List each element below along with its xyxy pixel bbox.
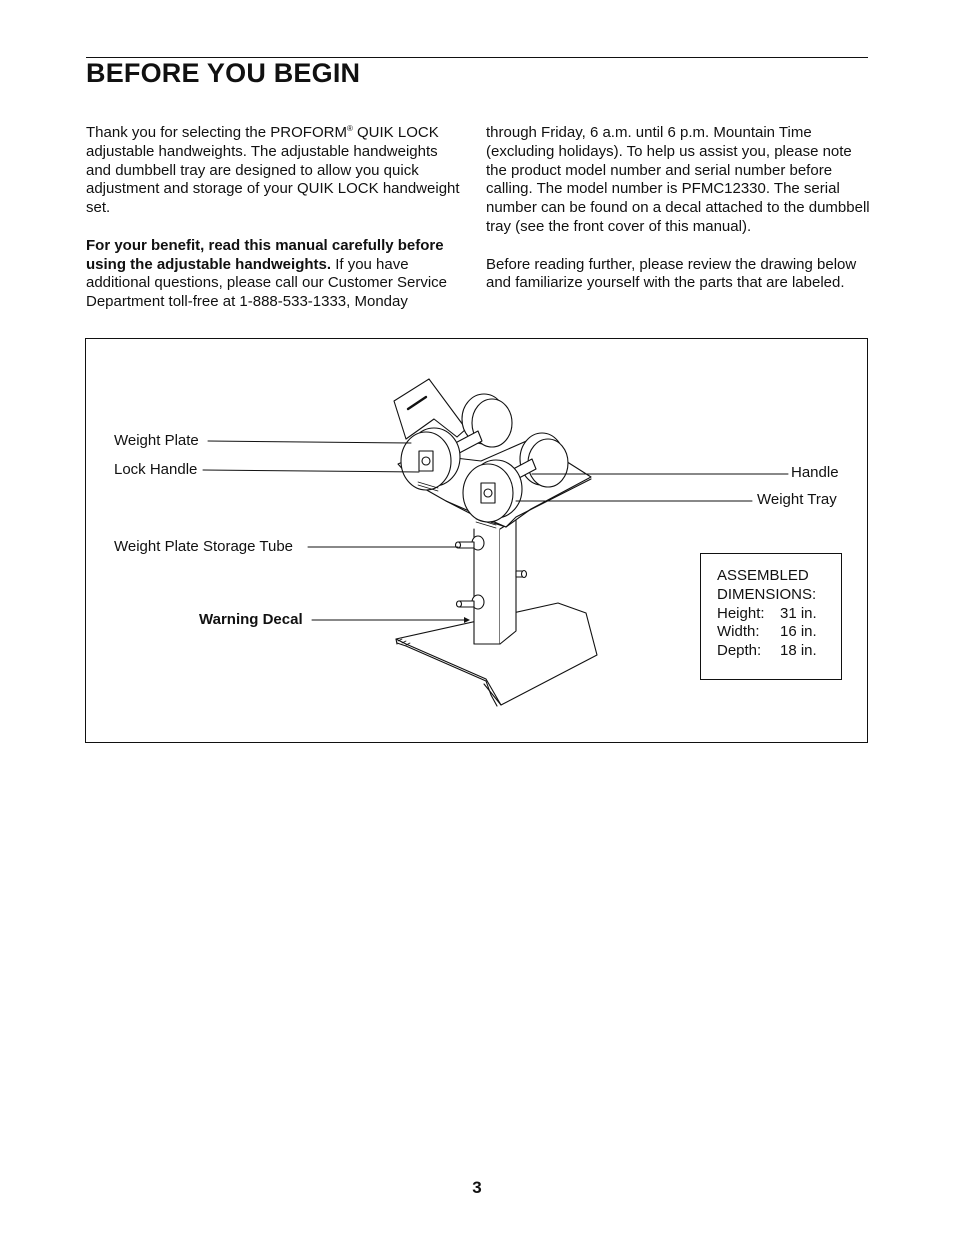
intro-continued-text: through Friday, 6 a.m. until 6 p.m. Mountain Time (excluding holidays). To help us assist you, please note the product model number and serial number before calling. The model number is PFMC12330. The serial number can be found on a decal attached to the dumbbell tray (see the front cover of this manual). — [486, 124, 870, 235]
intro-paragraph-2-continued — [486, 124, 870, 237]
label-warning-decal: Warning Decal — [199, 611, 303, 628]
dimension-row-height: Height: 31 in. — [717, 604, 817, 622]
dimensions-heading-2: DIMENSIONS: — [717, 585, 817, 603]
label-weight-plate: Weight Plate — [114, 432, 199, 449]
label-lock-handle: Lock Handle — [114, 461, 198, 478]
label-handle: Handle — [791, 464, 839, 481]
dimension-row-depth: Depth: 18 in. — [717, 642, 817, 660]
parts-figure — [85, 338, 868, 743]
intro-paragraph-2-text: If you have additional questions, please call our Customer Service Department toll-free at 1-888-533-1333, Monday — [86, 255, 448, 311]
intro-right-column — [486, 124, 870, 312]
assembled-dimensions-box — [700, 553, 842, 680]
page-number: 3 — [472, 1178, 482, 1197]
label-storage-tube: Weight Plate Storage Tube — [114, 538, 294, 555]
intro-paragraph-3: Before reading further, please review the drawing below and familiarize yourself with the parts that are labeled. — [486, 255, 857, 292]
label-weight-tray: Weight Tray — [757, 491, 837, 508]
intro-paragraph-2 — [86, 237, 464, 312]
registered-mark: ® — [346, 124, 353, 133]
intro-paragraph-1: Thank you for selecting the PROFORM® QUIK LOCK adjustable handweights. The adjustable handweights and dumbbell tray are designed to allow you quick adjustment and storage of your QUIK LOCK handweight set. — [86, 124, 460, 217]
page-title: BEFORE YOU BEGIN — [86, 58, 361, 88]
intro-emphasis: For your benefit, read this manual carefully before using the adjustable handweights. — [86, 236, 444, 273]
dimensions-heading-1: ASSEMBLED — [717, 567, 809, 584]
intro-left-column — [86, 124, 464, 331]
dimension-row-width: Width: 16 in. — [717, 623, 817, 641]
